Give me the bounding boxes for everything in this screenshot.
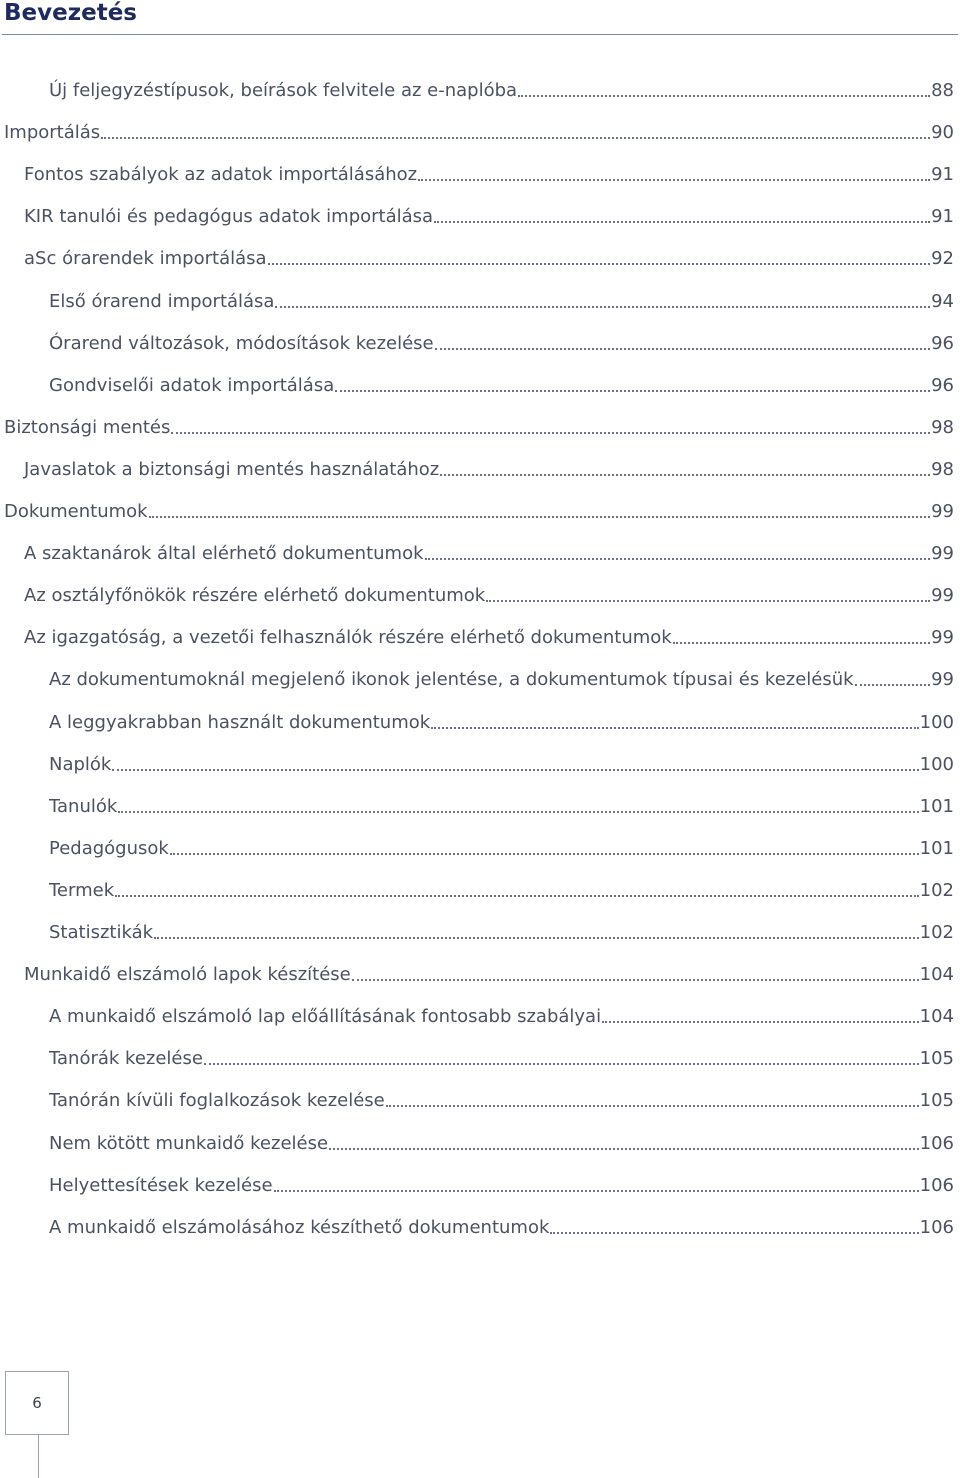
toc-dot-leader <box>170 853 919 855</box>
toc-entry[interactable] <box>24 441 954 483</box>
toc-entry[interactable] <box>49 1030 954 1072</box>
toc-dot-leader <box>425 558 931 560</box>
toc-dot-leader <box>268 263 931 265</box>
toc-entry[interactable] <box>49 1157 954 1199</box>
toc-dot-leader <box>673 642 930 644</box>
toc-entry-page: 99 <box>931 669 954 691</box>
toc-dot-leader <box>329 1148 919 1150</box>
toc-entry[interactable] <box>24 525 954 567</box>
toc-dot-leader <box>335 390 930 392</box>
toc-entry-page: 92 <box>931 248 954 270</box>
toc-entry[interactable] <box>49 1115 954 1157</box>
toc-dot-leader <box>154 937 919 939</box>
toc-entry-page: 100 <box>919 711 954 733</box>
toc-entry[interactable] <box>49 694 954 736</box>
toc-dot-leader <box>486 600 930 602</box>
toc-dot-leader <box>204 1063 919 1065</box>
toc-entry-label: Javaslatok a biztonsági mentés használatához <box>24 458 440 480</box>
toc-entry-page: 104 <box>919 1006 954 1028</box>
toc-entry-label: A munkaidő elszámolásához készíthető dokumentumok <box>49 1216 550 1238</box>
toc-entry-label: Helyettesítések kezelése <box>49 1174 273 1196</box>
toc-entry[interactable] <box>24 146 954 188</box>
toc-entry-label: Statisztikák <box>49 922 154 943</box>
toc-dot-leader <box>352 979 919 981</box>
toc-entry-page: 90 <box>931 122 954 144</box>
toc-entry-page: 96 <box>931 332 954 354</box>
toc-entry-label: Importálás <box>4 122 101 144</box>
toc-entry-label: Órarend változások, módosítások kezelése <box>49 332 434 354</box>
toc-entry-page: 102 <box>919 922 954 943</box>
toc-entry[interactable] <box>49 778 954 820</box>
toc-entry[interactable] <box>49 1199 954 1241</box>
toc-entry-page: 96 <box>931 374 954 396</box>
toc-entry[interactable] <box>49 904 954 946</box>
toc-entry[interactable] <box>49 820 954 862</box>
toc-entry-label: Naplók <box>49 753 112 775</box>
toc-entry-page: 102 <box>919 879 954 901</box>
toc-entry[interactable] <box>49 988 954 1030</box>
toc-entry-page: 98 <box>931 458 954 480</box>
header-divider <box>2 34 958 35</box>
toc-entry-label: Tanulók <box>49 795 118 817</box>
toc-entry[interactable] <box>49 315 954 357</box>
toc-dot-leader <box>435 348 930 350</box>
toc-entry[interactable] <box>24 609 954 651</box>
toc-dot-leader <box>550 1232 918 1234</box>
toc-entry-label: Dokumentumok <box>4 501 148 522</box>
toc-entry-page: 99 <box>931 585 954 607</box>
toc-entry-page: 88 <box>931 80 954 101</box>
toc-dot-leader <box>518 95 930 97</box>
toc-entry-page: 106 <box>919 1216 954 1238</box>
toc-entry-label: A leggyakrabban használt dokumentumok <box>49 711 431 733</box>
toc-entry-label: aSc órarendek importálása <box>24 248 267 270</box>
toc-entry-label: Pedagógusok <box>49 837 169 859</box>
toc-dot-leader <box>115 895 919 897</box>
toc-entry-label: A szaktanárok által elérhető dokumentumok <box>24 543 424 565</box>
toc-entry[interactable] <box>24 567 954 609</box>
toc-entry[interactable] <box>49 651 954 693</box>
toc-dot-leader <box>418 179 930 181</box>
toc-entry-page: 94 <box>931 290 954 312</box>
toc-dot-leader <box>101 137 930 139</box>
toc-entry-label: Biztonsági mentés <box>4 416 171 438</box>
toc-dot-leader <box>386 1105 919 1107</box>
toc-dot-leader <box>855 684 930 686</box>
toc-entry-label: Az igazgatóság, a vezetői felhasználók részére elérhető dokumentumok <box>24 627 672 649</box>
toc-entry-label: Az dokumentumoknál megjelenő ikonok jelentése, a dokumentumok típusai és kezelésük <box>49 669 854 691</box>
toc-entry-label: Tanórán kívüli foglalkozások kezelése <box>49 1090 385 1112</box>
toc-entry[interactable] <box>49 1072 954 1114</box>
toc-entry-page: 106 <box>919 1132 954 1154</box>
toc-entry-page: 99 <box>931 627 954 649</box>
toc-entry-page: 101 <box>919 837 954 859</box>
toc-dot-leader <box>431 727 918 729</box>
toc-entry-page: 99 <box>931 543 954 565</box>
toc-entry-page: 91 <box>931 206 954 228</box>
toc-entry-label: Nem kötött munkaidő kezelése <box>49 1132 329 1154</box>
toc-dot-leader <box>440 474 930 476</box>
toc-entry-page: 98 <box>931 416 954 438</box>
toc-entry[interactable] <box>24 230 954 272</box>
page-header <box>0 0 960 36</box>
toc-entry[interactable] <box>24 946 954 988</box>
toc-dot-leader <box>275 306 930 308</box>
toc-entry[interactable] <box>24 188 954 230</box>
toc-dot-leader <box>118 811 918 813</box>
toc-dot-leader <box>274 1190 919 1192</box>
toc-entry-label: KIR tanulói és pedagógus adatok importálása <box>24 206 434 228</box>
page-title: Bevezetés <box>4 0 137 26</box>
toc-entry-label: Új feljegyzéstípusok, beírások felvitele az e-naplóba <box>49 80 518 101</box>
toc-entry[interactable] <box>49 862 954 904</box>
toc-entry[interactable] <box>49 357 954 399</box>
toc-dot-leader <box>434 221 930 223</box>
toc-entry[interactable] <box>49 736 954 778</box>
toc-entry-page: 104 <box>919 964 954 986</box>
toc-dot-leader <box>171 432 930 434</box>
toc-entry-label: Első órarend importálása <box>49 290 275 312</box>
toc-dot-leader <box>112 769 918 771</box>
toc-entry-page: 105 <box>919 1048 954 1070</box>
toc-entry-label: Munkaidő elszámoló lapok készítése <box>24 964 351 986</box>
toc-entry-page: 105 <box>919 1090 954 1112</box>
toc-entry[interactable] <box>4 399 954 441</box>
toc-entry-page: 91 <box>931 164 954 186</box>
toc-dot-leader <box>149 516 930 518</box>
toc-entry-label: Az osztályfőnökök részére elérhető dokumentumok <box>24 585 486 607</box>
toc-entry-page: 101 <box>919 795 954 817</box>
toc-entry-label: Fontos szabályok az adatok importálásához <box>24 164 418 186</box>
toc-entry-label: Gondviselői adatok importálása <box>49 374 335 396</box>
toc-dot-leader <box>602 1021 919 1023</box>
page-number-divider <box>38 1435 39 1478</box>
toc-entry-page: 106 <box>919 1174 954 1196</box>
toc-entry-label: A munkaidő elszámoló lap előállításának fontosabb szabályai <box>49 1006 602 1028</box>
toc-entry-page: 99 <box>931 501 954 522</box>
page-number: 6 <box>5 1371 69 1435</box>
toc-entry[interactable] <box>4 104 954 146</box>
toc-entry-page: 100 <box>919 753 954 775</box>
toc-entry[interactable] <box>4 483 954 525</box>
toc-entry-label: Tanórák kezelése <box>49 1048 203 1070</box>
toc-entry[interactable] <box>49 62 954 104</box>
toc-entry-label: Termek <box>49 879 115 901</box>
toc-entry[interactable] <box>49 273 954 315</box>
